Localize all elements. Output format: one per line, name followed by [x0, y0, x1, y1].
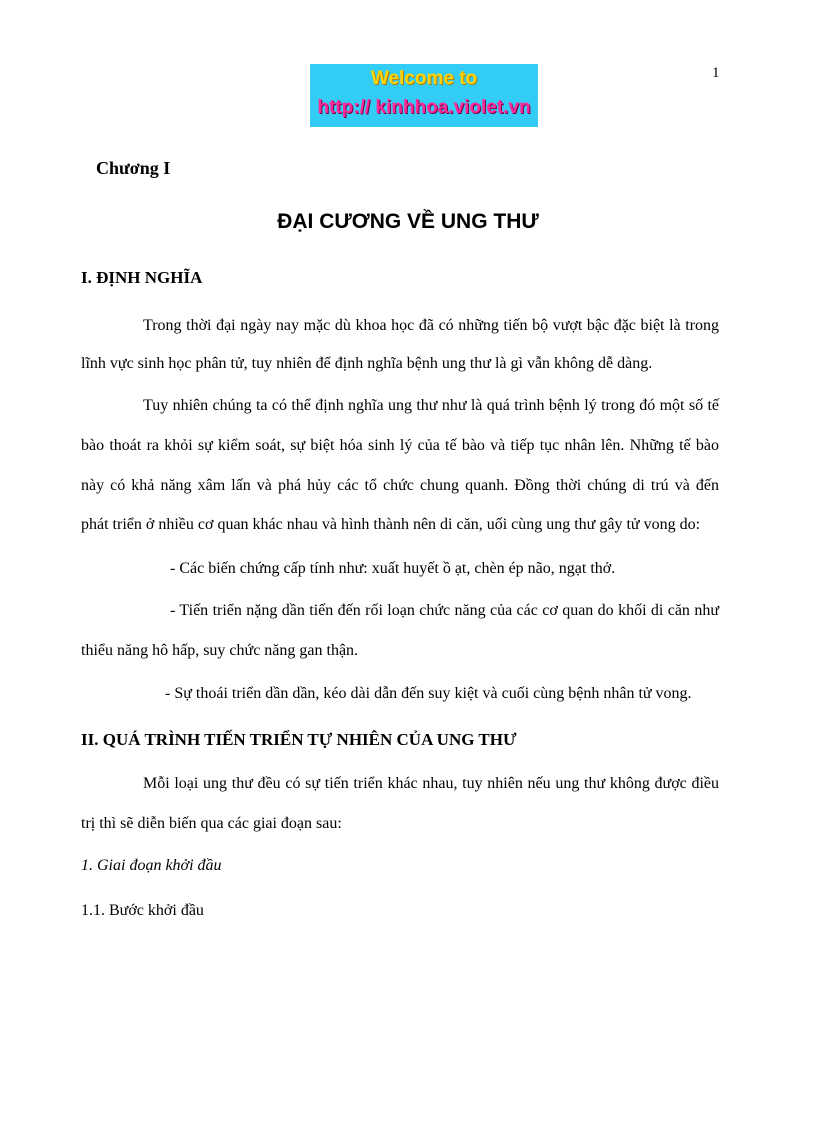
paragraph-line: này có khả năng xâm lấn và phá hủy các tổ chức chung quanh. Đồng thời chúng di trú và đến — [81, 477, 719, 494]
paragraph-line: Mỗi loại ung thư đều có sự tiến triển khác nhau, tuy nhiên nếu ung thư không được điều — [143, 775, 719, 792]
page-number: 1 — [712, 65, 720, 81]
bullet-item: - Tiến triển nặng dần tiến đến rối loạn chức năng của các cơ quan do khối di căn như — [170, 602, 719, 619]
bullet-item: - Các biến chứng cấp tính như: xuất huyết ồ ạt, chèn ép não, ngạt thở. — [170, 560, 616, 577]
section-heading-definition: I. ĐỊNH NGHĨA — [81, 268, 203, 287]
bullet-item: - Sự thoái triển dần dần, kéo dài dẫn đến suy kiệt và cuối cùng bệnh nhân tử vong. — [165, 685, 692, 702]
section-heading-progression: II. QUÁ TRÌNH TIẾN TRIỂN TỰ NHIÊN CỦA UNG THƯ — [81, 730, 517, 749]
paragraph-line: bào thoát ra khỏi sự kiểm soát, sự biệt hóa sinh lý của tế bào và tiếp tục nhân lên. Những tế bào — [81, 437, 719, 454]
subsection-heading: 1. Giai đoạn khởi đầu — [81, 857, 222, 874]
paragraph-line: trị thì sẽ diễn biến qua các giai đoạn sau: — [81, 815, 342, 832]
page-title: ĐẠI CƯƠNG VỀ UNG THƯ — [277, 210, 539, 233]
welcome-banner-image — [310, 64, 538, 127]
paragraph-line: phát triển ở nhiều cơ quan khác nhau và hình thành nên di căn, uối cùng ung thư gây tử vong do: — [81, 516, 701, 533]
banner-url-text: http:// kinhhoa.violet.vn — [317, 97, 531, 118]
subsection-heading: 1.1. Bước khởi đầu — [81, 902, 204, 919]
paragraph-line: Trong thời đại ngày nay mặc dù khoa học đã có những tiến bộ vượt bậc đặc biệt là trong — [143, 317, 719, 334]
banner-welcome-text: Welcome to — [370, 68, 478, 89]
paragraph-line: Tuy nhiên chúng ta có thể định nghĩa ung thư như là quá trình bệnh lý trong đó một số tế — [143, 397, 719, 414]
paragraph-line: lĩnh vực sinh học phân tử, tuy nhiên để định nghĩa bệnh ung thư là gì vẫn không dễ dàng. — [81, 355, 653, 372]
bullet-item-continuation: thiểu năng hô hấp, suy chức năng gan thận. — [81, 642, 359, 659]
chapter-label: Chương I — [96, 158, 171, 178]
